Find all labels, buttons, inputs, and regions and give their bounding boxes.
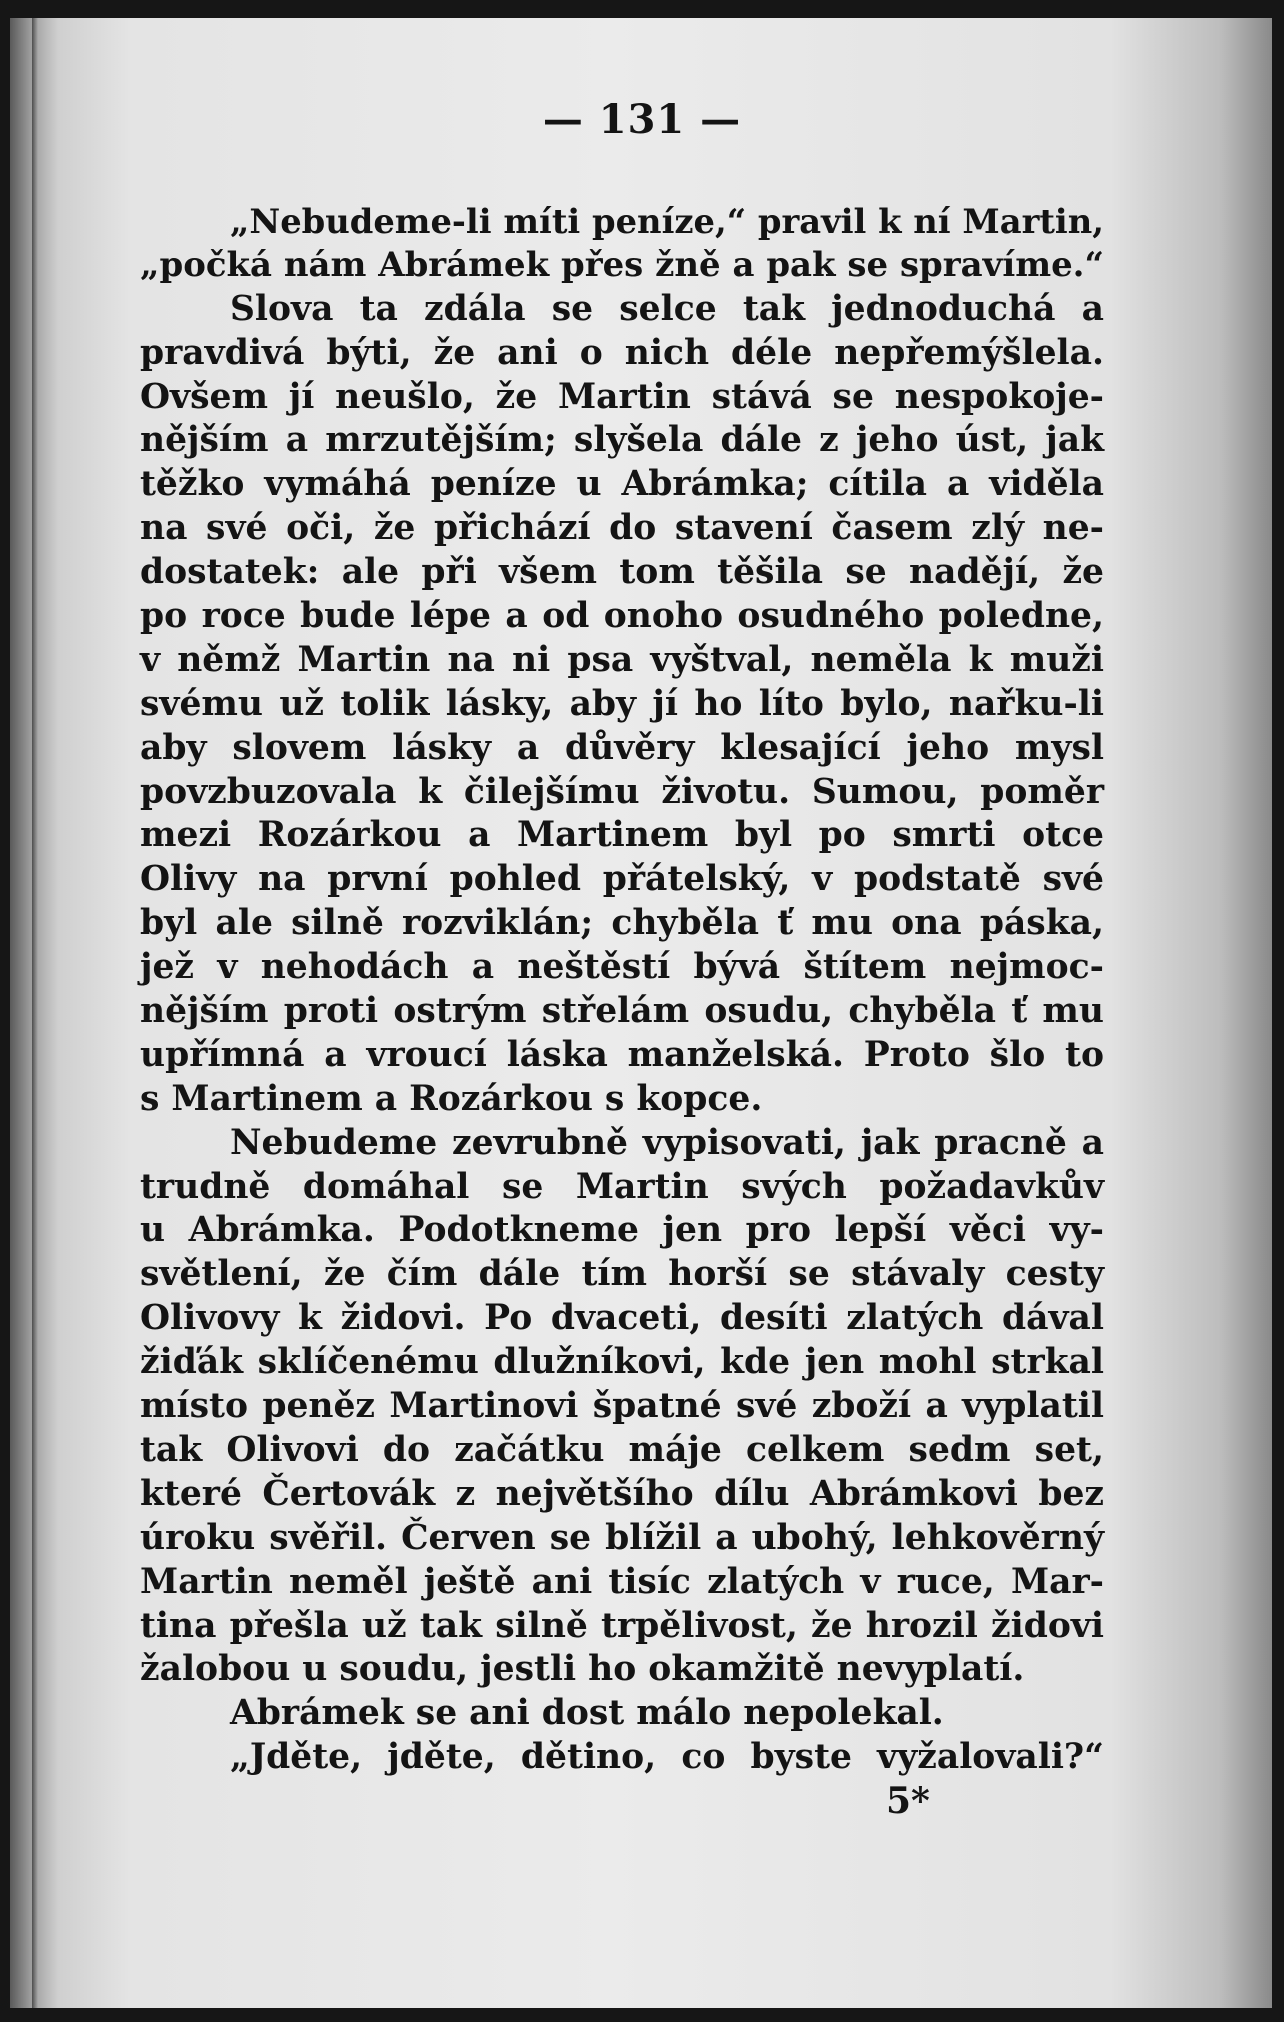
text-line: v němž Martin na ni psa vyštval, neměla k muži (140, 639, 1104, 680)
text-line: „Nebudeme-li míti peníze,“ pravil k ní Martin, (230, 201, 1104, 241)
body-text (140, 200, 1104, 1780)
book-gutter (32, 18, 38, 2008)
text-line: tina přešla už tak silně trpělivost, že hrozil židovi (140, 1605, 1104, 1646)
text-line: pravdivá býti, že ani o nich déle nepřemýšlela. (140, 332, 1104, 373)
text-line: upřímná a vroucí láska manželská. Proto šlo to (140, 1034, 1104, 1075)
text-line: Olivovy k židovi. Po dvaceti, desíti zlatých dával (140, 1298, 1104, 1339)
text-line: Olivy na první pohled přátelský, v podstatě své (140, 859, 1104, 900)
page-number: — 131 — (542, 96, 742, 143)
text-line: na své oči, že přichází do stavení časem zlý ne- (140, 508, 1104, 549)
text-line: které Čertovák z největšího dílu Abrámkovi bez (140, 1473, 1104, 1514)
text-line: Martin neměl ještě ani tisíc zlatých v ruce, Mar- (140, 1561, 1104, 1602)
text-line: Abrámek se ani dost málo nepolekal. (230, 1693, 944, 1734)
text-line: svému už tolik lásky, aby jí ho líto bylo, nařku-li (140, 683, 1104, 724)
text-line: úroku svěřil. Červen se blížil a ubohý, lehkověrný (140, 1517, 1104, 1558)
signature-mark: 5* (886, 1780, 930, 1822)
text-line: nějším proti ostrým střelám osudu, chyběla ť mu (140, 991, 1104, 1032)
text-line: místo peněz Martinovi špatné své zboží a vyplatil (140, 1386, 1104, 1427)
text-line: Slova ta zdála se selce tak jednoduchá a (230, 288, 1104, 329)
text-line: nějším a mrzutějším; slyšela dále z jeho úst, jak (140, 420, 1104, 461)
text-line: tak Olivovi do začátku máje celkem sedm set, (140, 1429, 1104, 1470)
text-line: u Abrámka. Podotkneme jen pro lepší věci vy- (140, 1210, 1104, 1251)
text-line: těžko vymáhá peníze u Abrámka; cítila a viděla (140, 464, 1104, 505)
text-line: trudně domáhal se Martin svých požadavkův (140, 1166, 1104, 1207)
text-line: „počká nám Abrámek přes žně a pak se spravíme.“ (140, 244, 1104, 285)
text-line: žiďák sklíčenému dlužníkovi, kde jen mohl strkal (140, 1342, 1104, 1383)
text-line: po roce bude lépe a od onoho osudného poledne, (140, 596, 1104, 637)
text-line: Nebudeme zevrubně vypisovati, jak pracně a (230, 1122, 1104, 1163)
text-line: světlení, že čím dále tím horší se stávaly cesty (140, 1254, 1104, 1295)
text-line: Ovšem jí neušlo, že Martin stává se nespokoje- (140, 376, 1104, 417)
text-line: aby slovem lásky a důvěry klesající jeho mysl (140, 727, 1104, 768)
text-line: s Martinem a Rozárkou s kopce. (140, 1078, 763, 1119)
text-line: jež v nehodách a neštěstí bývá štítem nejmoc- (140, 947, 1104, 988)
text-line: povzbuzovala k čilejšímu životu. Sumou, poměr (140, 771, 1104, 812)
text-line: dostatek: ale při všem tom těšila se nadějí, že (140, 552, 1104, 593)
text-line: žalobou u soudu, jestli ho okamžitě nevyplatí. (140, 1649, 1025, 1690)
text-line: „Jděte, jděte, dětino, co byste vyžalovali?“ (230, 1737, 1104, 1778)
text-line: byl ale silně rozviklán; chyběla ť mu ona páska, (140, 903, 1104, 944)
text-line: mezi Rozárkou a Martinem byl po smrti otce (140, 815, 1104, 856)
